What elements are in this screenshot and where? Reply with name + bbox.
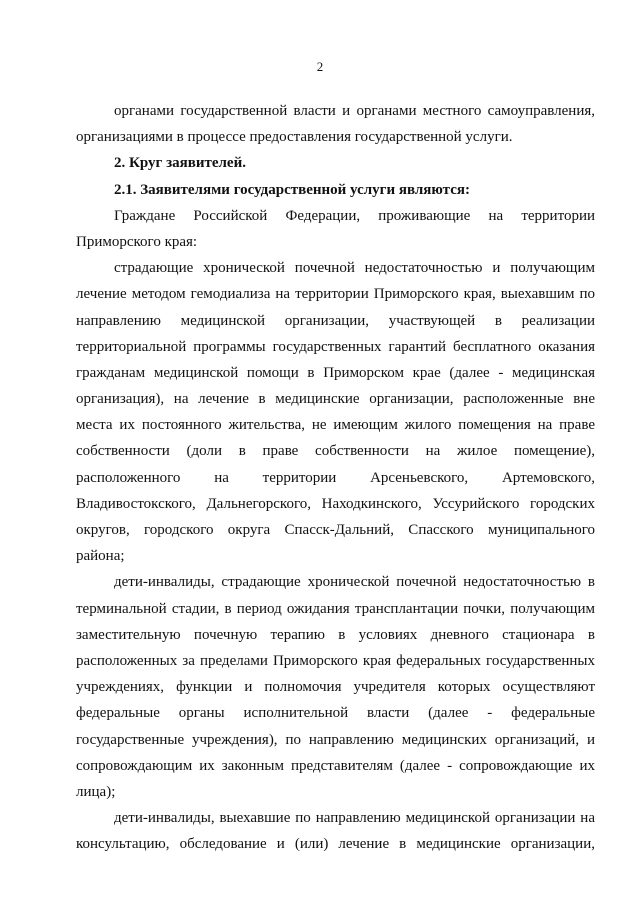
text-line: лечение методом гемодиализа на территории Приморского края, выехавшим по	[76, 286, 595, 303]
document-body	[76, 98, 595, 857]
text-line: Приморского края:	[76, 233, 198, 250]
text-line: организация), на лечение в медицинские организации, расположенные вне	[76, 391, 595, 408]
text-line: страдающие хронической почечной недостаточностью и получающим	[114, 260, 595, 277]
text-line: района;	[76, 548, 125, 565]
text-line: лица);	[76, 783, 116, 800]
text-line: расположенных за пределами Приморского края федеральных государственных	[76, 652, 595, 669]
text-line: округов, городского округа Спасск-Дальний, Спасского муниципального	[76, 522, 595, 538]
text-line: места их постоянного жительства, не имеющим жилого помещения на праве	[76, 417, 595, 434]
text-line: территориальной программы государственных гарантий бесплатного оказания	[76, 338, 595, 355]
text-line: направлению медицинской организации, участвующей в реализации	[76, 312, 595, 329]
text-line: гражданам медицинской помощи в Приморском крае (далее - медицинская	[76, 364, 595, 381]
text-line: консультацию, обследование и (или) лечение в медицинские организации,	[76, 836, 595, 853]
section-heading-line: 2. Круг заявителей.	[114, 155, 246, 172]
text-line: органами государственной власти и органами местного самоуправления,	[114, 103, 595, 119]
text-line: дети-инвалиды, выехавшие по направлению медицинской организации на	[114, 810, 595, 827]
text-line: федеральные органы исполнительной власти (далее - федеральные	[76, 705, 595, 722]
text-line: государственные учреждения), по направлению медицинских организаций, и	[76, 731, 595, 748]
text-line: заместительную почечную терапию в условиях дневного стационара в	[76, 626, 595, 643]
text-line: собственности (доли в праве собственности на жилое помещение),	[76, 443, 595, 460]
page-number: 2	[316, 59, 324, 74]
text-line: Владивостокского, Дальнегорского, Находкинского, Уссурийского городских	[76, 495, 595, 512]
text-line: организациями в процессе предоставления государственной услуги.	[76, 129, 513, 146]
text-line: терминальной стадии, в период ожидания трансплантации почки, получающим	[76, 600, 595, 617]
text-line: дети-инвалиды, страдающие хронической почечной недостаточностью в	[114, 574, 595, 591]
section-heading-line: 2.1. Заявителями государственной услуги являются:	[114, 181, 470, 198]
text-line: сопровождающим их законным представителям (далее - сопровождающие их	[76, 757, 595, 774]
text-line: учреждениях, функции и полномочия учредителя которых осуществляют	[76, 679, 595, 696]
text-line: Граждане Российской Федерации, проживающие на территории	[114, 207, 595, 224]
text-line: расположенного на территории Арсеньевского, Артемовского,	[76, 469, 595, 486]
